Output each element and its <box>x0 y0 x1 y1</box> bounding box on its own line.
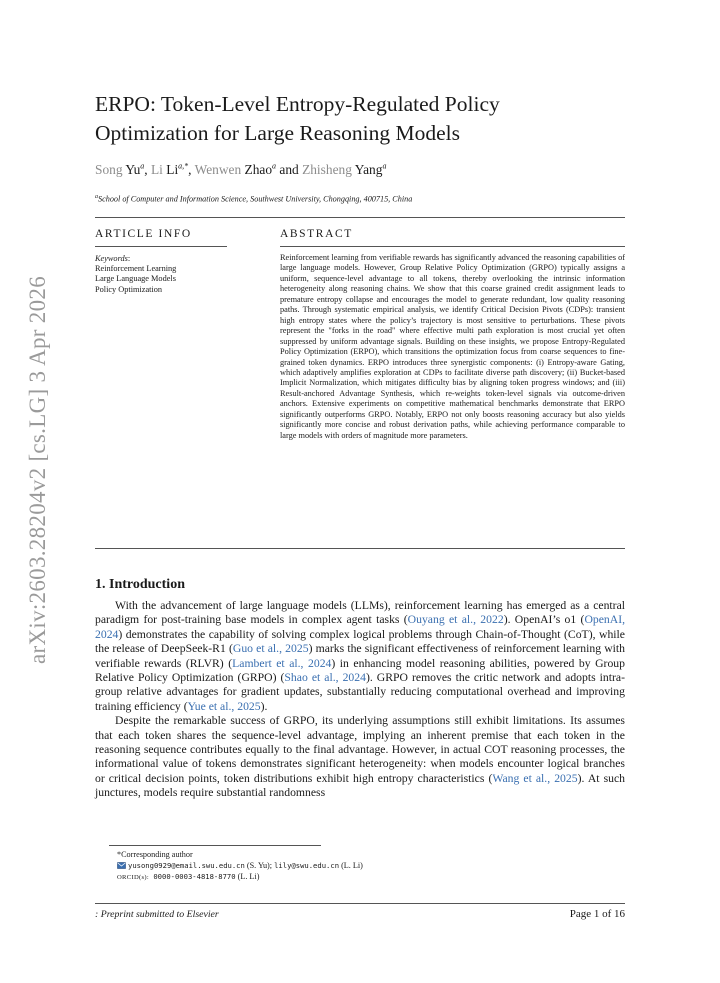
citation-link[interactable]: Lambert et al., 2024 <box>232 656 332 670</box>
keywords-block: Keywords: Reinforcement Learning Large Language Models Policy Optimization <box>95 254 235 295</box>
divider <box>280 246 625 247</box>
paragraph-text: ) in enhancing model reasoning abilities, powered by Group Relative Policy Optimization (GRPO) ( <box>95 656 625 685</box>
email-link[interactable]: yusong0929@email.swu.edu.cn <box>128 861 245 870</box>
paragraph-text: ). <box>260 699 268 713</box>
abstract-heading: ABSTRACT <box>280 228 353 240</box>
author: Zhisheng Yang$^a$ <box>302 162 387 178</box>
section-heading: 1. Introduction <box>95 577 185 592</box>
author: Song Yu$^a$, <box>95 162 151 178</box>
divider <box>95 217 625 218</box>
email-link[interactable]: lily@swu.edu.cn <box>274 861 340 870</box>
footer-preprint-note: : Preprint submitted to Elsevier <box>95 909 219 920</box>
arxiv-sidebar-stamp <box>20 260 56 680</box>
keywords-label: Keywords <box>95 254 128 263</box>
intro-body <box>95 599 625 801</box>
affiliation: $^a$School of Computer and Information Science, Southwest University, Chongqing, 400715, China <box>95 194 413 204</box>
footnote: *Corresponding author yusong0929@email.swu.edu.cn (S. Yu); lily@swu.edu.cn (L. Li) ORCID(s): 0000-0003-4818-8770 (L. Li) <box>117 850 363 881</box>
abstract-text: Reinforcement learning from verifiable rewards has significantly advanced the reasoning capabilities of large language models. However, Group Relative Policy Optimization (GRPO) typically assigns a uniform, sequence-level advantage to all tokens, thereby overlooking the intrinsic information heterogeneity along reasoning chains. We show that this coarse grained credit assignment leads to premature entropy collapse and encourages the model to generate redundant, low quality reasoning paths. Through systematic empirical analysis, we identify Critical Decision Pivots (CDPs): transient high entropy states where the policy’s trajectory is most sensitive to perturbations. These pivots represent the "forks in the road" where effective multi path exploration is most crucial yet often suppressed by uniform advantage signals. Building on these insights, we propose Entropy-Regulated Policy Optimization (ERPO), which transitions the optimization focus from coarse sequences to fine-grained token dynamics. ERPO introduces three synergistic components: (i) Entropy-aware Gating, which adaptively amplifies exploration at CDPs to facilitate diverse path discovery; (ii) Bucket-based Implicit Normalization, which mitigates difficulty bias by aligning token progress windows; and (iii) Result-anchored Advantage Synthesis, which re-weights token-level signals via outcome-driven anchors. Extensive experiments on competitive mathematical benchmarks demonstrate that ERPO significantly outperforms GRPO. Notably, ERPO not only boosts reasoning accuracy but also yields significantly more concise and robust derivation paths, while achieving performance comparable to large models with orders of magnitude more parameters. <box>280 253 625 440</box>
citation-link[interactable]: Ouyang et al., 2022 <box>407 613 504 627</box>
paragraph-text: With the advancement of large language models (LLMs), reinforcement learning has emerged as a central paradigm for post-training base models in complex agent tasks ( <box>95 599 625 627</box>
mail-icon <box>117 862 126 869</box>
paragraph-text: ) demonstrates the capability of solving complex logical problems through Chain-of-Thought (CoT), while the release of DeepSeek-R1 ( <box>95 627 625 656</box>
keyword: Policy Optimization <box>95 284 163 294</box>
author: Wenwen Zhao$^a$ and <box>194 162 303 178</box>
author-list <box>95 162 386 178</box>
citation-link[interactable]: Wang et al., 2025 <box>492 771 578 785</box>
citation-link[interactable]: Shao et al., 2024 <box>284 671 366 685</box>
paragraph <box>95 714 625 800</box>
author: Li $Li^{a,*}$, <box>151 162 195 178</box>
orcid-value: 0000-0003-4818-8770 <box>149 872 236 881</box>
paragraph-text: ). At such junctures, models require substantial randomness <box>95 771 626 800</box>
footnote-rule <box>109 845 321 846</box>
arxiv-id: arXiv:2603.28204v2 [cs.LG] 3 Apr 2026 <box>25 276 50 664</box>
divider <box>95 548 625 549</box>
divider <box>95 246 227 247</box>
keyword: Reinforcement Learning <box>95 264 177 274</box>
page-number: Page 1 of 16 <box>569 908 625 920</box>
corresponding-note: *Corresponding author <box>117 850 193 859</box>
citation-link[interactable]: Yue et al., 2025 <box>187 699 261 713</box>
paragraph <box>95 599 625 714</box>
paragraph-text: ) marks the significant effectiveness of reinforcement learning with verifiable rewards (RLVR) ( <box>95 642 625 670</box>
paragraph-text: ). OpenAI’s o1 ( <box>503 613 585 627</box>
keyword: Large Language Models <box>95 274 176 284</box>
citation-link[interactable]: OpenAI, 2024 <box>95 613 626 641</box>
orcid-label: ORCID(s): <box>117 874 150 881</box>
footer-rule <box>95 903 625 904</box>
paragraph-text: Despite the remarkable success of GRPO, its underlying assumptions still exhibit limitations. Its assumes that each token shares the sequence-level advantage, implying an inherent premise that each token in the reasoning sequence contributes equally to the final advantage. However, in actual COT reasoning processes, the informational value of tokens demonstrates significant heterogeneity: when models encounter logical branches or critical decision points, token distributions exhibit high entropy characteristics ( <box>95 714 625 785</box>
citation-link[interactable]: Guo et al., 2025 <box>232 642 309 656</box>
paragraph-text: ). GRPO removes the critic network and adopts intra-group relative advantages for gradient updates, substantially reducing computational overhead and improving training efficiency ( <box>95 671 625 713</box>
paper-title: ERPO: Token-Level Entropy-Regulated Policy Optimization for Large Reasoning Models <box>95 92 500 145</box>
article-info-heading: ARTICLE INFO <box>95 228 192 240</box>
